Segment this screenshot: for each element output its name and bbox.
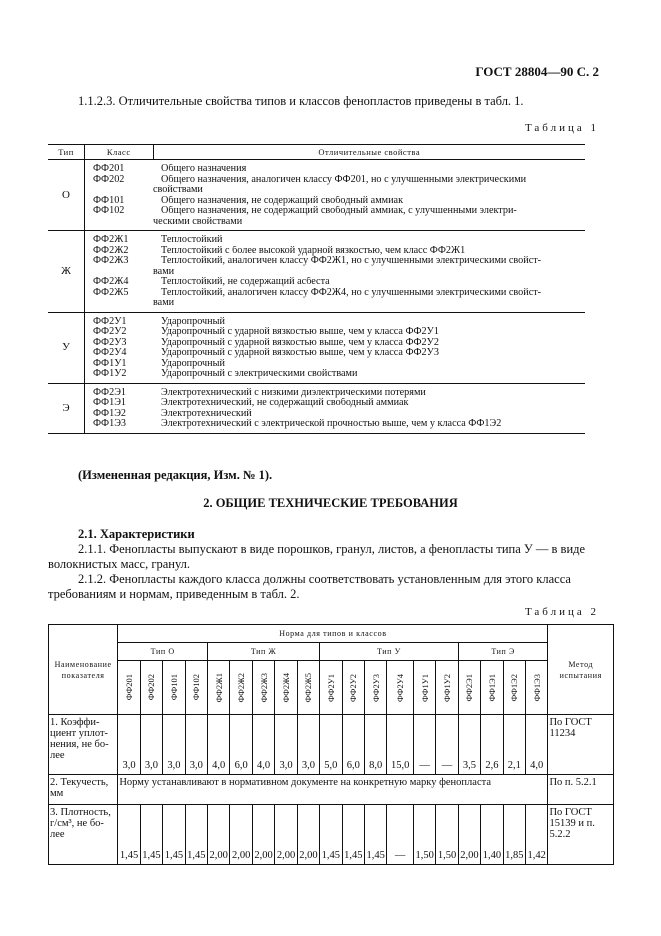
table1-class: ФФ1Э1 [93,397,127,408]
paragraph-2-1-1: 2.1.1. Фенопласты выпускают в виде порошков, гранул, листов, а фенопласты типа У — в виде [78,542,586,556]
table1-class: ФФ202 [93,173,125,185]
table2-class-label: ФФ2У1 [325,673,336,702]
table2-type-u: Тип У [320,643,459,661]
table1-header-props: Отличительные свойства [153,145,585,160]
table1-type-cell: О [48,160,85,231]
table2-class-label: ФФ1Э3 [531,673,542,702]
table2-class-label: ФФ2У3 [370,673,381,702]
table2-value: 1,85 [503,805,525,865]
table1-prop-line: Электротехнический с низкими диэлектрическими потерями [161,387,426,398]
table1-class: ФФ1У2 [93,368,127,379]
table2-value: 1,50 [436,805,458,865]
table2-class-label: ФФ1У2 [442,673,453,702]
table2-value: — [436,715,458,775]
table1-class: ФФ2Ж5 [93,286,129,298]
table1-class [93,185,153,196]
table1-group [48,383,585,433]
table1-props-cell [153,231,585,313]
table2-class-header [208,661,230,715]
table2-value: 3,0 [185,715,207,775]
table2-value: 1,45 [342,805,364,865]
table2-class-label: ФФ2Ж5 [303,672,314,703]
table1-header-type: Тип [48,145,85,160]
table2-class-header [481,661,503,715]
table2 [48,624,614,865]
table1-prop-line: Теплостойкий [161,235,223,245]
edition-note: (Измененная редакция, Изм. № 1). [78,468,273,482]
table1-prop-line: вами [153,266,175,277]
table1-class: ФФ1Э3 [93,418,127,429]
table2-class-label: ФФ101 [168,674,179,701]
row3-name: 3. Плотность, г/см³, не бо- лее [49,805,118,865]
row2-span-text: Норму устанавливают в нормативном документе на конкретную марку фенопласта [118,775,548,805]
table2-class-label: ФФ2Ж3 [258,672,269,703]
table1-prop-line: Ударопрочный с ударной вязкостью выше, чем у класса ФФ2У1 [161,327,439,337]
table2-value: 3,5 [458,715,480,775]
table1-prop-line: свойствами [153,185,203,195]
table1-class: ФФ2Ж1 [93,234,129,245]
table2-class-header [163,661,185,715]
table2-value: 4,0 [526,715,548,775]
table1-prop-line: Общего назначения, аналогичен классу ФФ201, но с улучшенными электрическими [161,174,527,185]
paragraph-2-1-2: 2.1.2. Фенопласты каждого класса должны соответствовать установленным для этого класса [78,572,571,586]
table2-value: 1,45 [163,805,185,865]
table1-prop-line: Теплостойкий, не содержащий асбеста [161,277,330,287]
table1-class: ФФ2Ж3 [93,255,129,266]
table2-value: 3,0 [297,715,319,775]
table1-class: ФФ2У4 [93,347,127,358]
paragraph-2-1-2-cont: требованиям и нормам, приведенным в табл. 2. [48,587,300,601]
table2-value: — [413,715,435,775]
table1-class: ФФ101 [93,194,125,206]
table1-class [93,217,153,228]
table2-value: 3,0 [163,715,185,775]
table2-class-header [252,661,274,715]
table2-class-header [342,661,364,715]
table1-class-cell [85,231,154,313]
table2-class-label: ФФ2У2 [348,673,359,702]
table2-value: 8,0 [364,715,386,775]
table2-value: 1,45 [320,805,342,865]
table2-value: 5,0 [320,715,342,775]
table2-method-header: Метод испытания [548,625,614,715]
table2-value: 3,0 [275,715,297,775]
table2-value: 2,00 [208,805,230,865]
table2-class-header [185,661,207,715]
table1-class: ФФ1Э2 [93,407,127,419]
table1-group [48,312,585,383]
table2-class-header [297,661,319,715]
table1-prop-line: Ударопрочный [161,358,225,369]
table2-type-o: Тип О [118,643,208,661]
table2-class-label: ФФ202 [146,674,157,701]
table1-class-cell [85,160,154,231]
table2-class-label: ФФ1Э1 [486,673,497,702]
table1-prop-line: Ударопрочный с ударной вязкостью выше, чем у класса ФФ2У3 [161,348,439,358]
table1-class-cell [85,312,154,383]
table2-class-label: ФФ1Э2 [509,673,520,702]
table1-prop-line: Ударопрочный с электрическими свойствами [161,369,358,379]
table2-value: 1,45 [185,805,207,865]
table1-props-cell [153,312,585,383]
table2-value: 2,00 [252,805,274,865]
table2-class-label: ФФ1У1 [419,673,430,702]
table1-class: ФФ2Ж4 [93,276,129,287]
table1-class: ФФ2У3 [93,336,127,348]
table2-value: 6,0 [230,715,252,775]
table2-value: 1,45 [364,805,386,865]
table1-class: ФФ2У1 [93,315,127,327]
table1-prop-line: ческими свойствами [153,216,243,227]
table2-value: 2,00 [275,805,297,865]
table2-class-header [275,661,297,715]
table1-group [48,231,585,313]
table2-value: 1,50 [413,805,435,865]
table1-prop-line: Общего назначения, не содержащий свободный аммиак, с улучшенными электри- [161,206,517,216]
row1-method: По ГОСТ 11234 [548,715,614,775]
table1-type-cell: Ж [48,231,85,313]
table1-class [93,298,153,309]
table2-class-header [436,661,458,715]
table1-type-cell: Э [48,383,85,433]
table2-class-header [320,661,342,715]
paragraph-2-1-1-cont: волокнистых масс, гранул. [48,557,191,571]
table2-value: 1,45 [118,805,140,865]
table2-value: — [387,805,414,865]
table1-prop-line: Ударопрочный с ударной вязкостью выше, чем у класса ФФ2У2 [161,337,439,348]
table1-props-cell [153,383,585,433]
table1-prop-line: Электротехнический, не содержащий свободный аммиак [161,398,409,408]
table1-caption: Таблица 1 [524,122,599,134]
table2-class-header [526,661,548,715]
table2-value: 4,0 [252,715,274,775]
table2-class-header [364,661,386,715]
table2-class-label: ФФ2У4 [395,673,406,702]
table1-props-cell [153,160,585,231]
table2-class-label: ФФ201 [124,674,135,701]
row2-method: По п. 5.2.1 [548,775,614,805]
table1-prop-line: Ударопрочный [161,316,225,327]
table1-prop-line: Теплостойкий с более высокой ударной вязкостью, чем класс ФФ2Ж1 [161,245,466,256]
table2-value: 1,45 [140,805,162,865]
table2-class-label: ФФ2Ж2 [236,672,247,703]
table2-value: 2,00 [297,805,319,865]
table2-value: 6,0 [342,715,364,775]
table2-class-label: ФФ2Ж1 [213,672,224,703]
table1-prop-line: Теплостойкий, аналогичен классу ФФ2Ж1, но с улучшенными электрическими свойст- [161,256,542,266]
table2-class-label: ФФ2Э1 [464,673,475,702]
table2-class-header [413,661,435,715]
table2-value: 1,40 [481,805,503,865]
table2-class-header [118,661,140,715]
table2-value: 2,00 [458,805,480,865]
table2-class-label: ФФ102 [191,674,202,701]
table1-prop-line: Электротехнический с электрической прочностью выше, чем у класса ФФ1Э2 [161,419,502,429]
table2-value: 1,42 [526,805,548,865]
table1 [48,144,585,434]
subsection-title: 2.1. Характеристики [78,527,195,541]
table1-prop-line: Электротехнический [161,408,252,419]
table1-header-class: Класс [85,145,154,160]
table2-caption: Таблица 2 [524,606,599,618]
table2-name-header: Наименование показателя [49,625,118,715]
table1-class: ФФ2У2 [93,326,127,337]
table1-prop-line: вами [153,298,175,308]
table1-group [48,160,585,231]
table1-type-cell: У [48,312,85,383]
table1-class: ФФ102 [93,205,125,216]
table2-type-e: Тип Э [458,643,548,661]
table2-class-header [140,661,162,715]
doc-header: ГОСТ 28804—90 С. 2 [475,64,599,79]
table1-prop-line: Теплостойкий, аналогичен классу ФФ2Ж4, но с улучшенными электрическими свойст- [161,287,542,298]
table2-norm-header: Норма для типов и классов [118,625,548,643]
row2-name: 2. Текучесть, мм [49,775,118,805]
table1-class: ФФ1У1 [93,357,127,369]
table2-value: 4,0 [208,715,230,775]
table2-value: 15,0 [387,715,414,775]
table2-value: 3,0 [140,715,162,775]
table1-class: ФФ2Э1 [93,386,127,398]
row1-name: 1. Коэффи- циент уплот- нения, не бо- лее [49,715,118,775]
table2-value: 2,00 [230,805,252,865]
section-title: 2. ОБЩИЕ ТЕХНИЧЕСКИЕ ТРЕБОВАНИЯ [203,496,458,510]
table2-class-header [503,661,525,715]
row3-method: По ГОСТ 15139 и п. 5.2.2 [548,805,614,865]
intro-paragraph: 1.1.2.3. Отличительные свойства типов и классов фенопластов приведены в табл. 1. [78,94,524,108]
table2-class-header [387,661,414,715]
table1-prop-line: Общего назначения [161,164,247,174]
table1-class: ФФ2Ж2 [93,244,129,256]
table2-type-zh: Тип Ж [208,643,320,661]
table2-class-header [458,661,480,715]
table1-prop-line: Общего назначения, не содержащий свободный аммиак [161,195,404,206]
table2-value: 3,0 [118,715,140,775]
table2-class-label: ФФ2Ж4 [281,672,291,703]
table2-value: 2,1 [503,715,525,775]
table2-value: 2,6 [481,715,503,775]
table1-class: ФФ201 [93,163,125,174]
table1-class-cell [85,383,154,433]
table2-class-header [230,661,252,715]
